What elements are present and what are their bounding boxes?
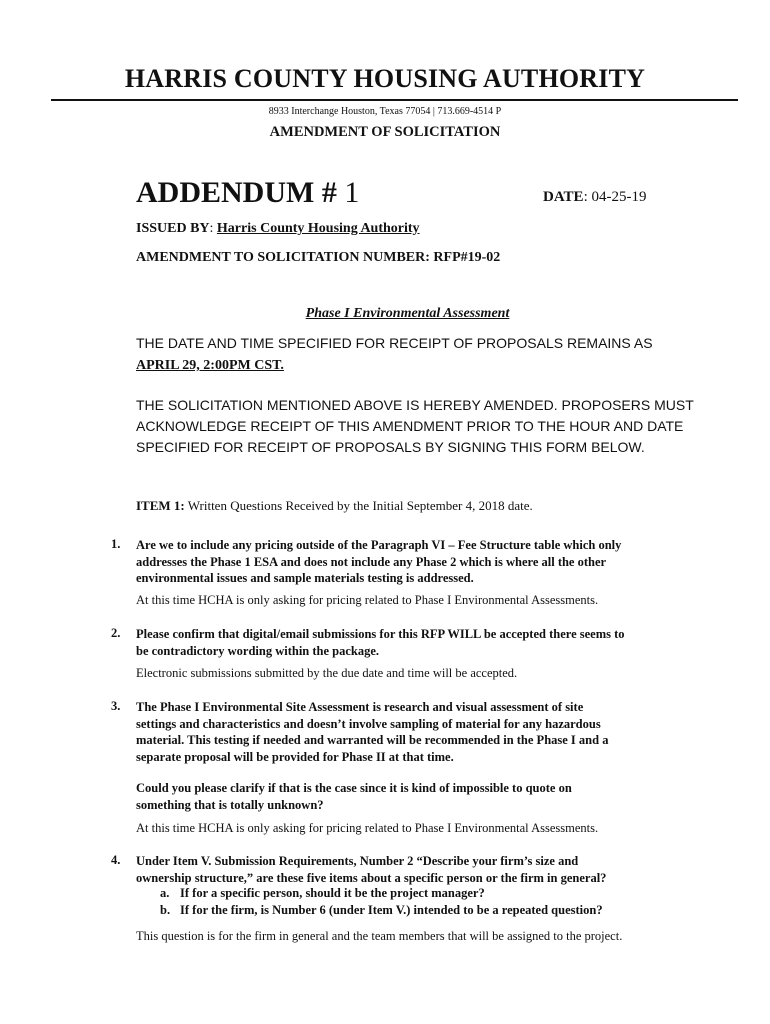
answer-text: At this time HCHA is only asking for pricing related to Phase I Environmental Assessments. (136, 821, 599, 835)
item-1-label: ITEM 1: (136, 498, 185, 513)
sub-question-text: If for a specific person, should it be the project manager? (180, 886, 485, 900)
addendum-heading (136, 176, 359, 210)
sub-question (160, 886, 485, 901)
answer-text: Electronic submissions submitted by the due date and time will be accepted. (136, 666, 518, 680)
organization-title: HARRIS COUNTY HOUSING AUTHORITY (124, 64, 646, 93)
question-text (136, 537, 691, 587)
deadline-paragraph (136, 333, 696, 376)
question-text (136, 853, 691, 886)
question-line: material. This testing if needed and warranted will be recommended in the Phase I and a (136, 733, 609, 747)
addendum-number: 1 (344, 176, 360, 209)
question-line: Please confirm that digital/email submissions for this RFP WILL be accepted there seems to (136, 627, 625, 641)
date-line (543, 189, 646, 206)
question-line: ownership structure,” are these five items about a specific person or the firm in general? (136, 870, 607, 885)
header-divider (51, 99, 738, 101)
date-label: DATE (543, 189, 584, 205)
question-line: settings and characteristics and doesn’t involve sampling of material for any hazardous (136, 716, 601, 731)
organization-address: 8933 Interchange Houston, Texas 77054 | 713.669-4514 P (268, 106, 502, 117)
project-title: Phase I Environmental Assessment (305, 306, 510, 321)
sub-question-text: If for the firm, is Number 6 (under Item V.) intended to be a repeated question? (180, 903, 603, 917)
sub-question-label: a. (160, 886, 170, 900)
issued-by-line (136, 221, 420, 237)
question-number: 1. (111, 537, 121, 551)
issued-by-value: Harris County Housing Authority (216, 221, 420, 236)
question-number: 4. (111, 853, 121, 867)
sub-question (160, 903, 603, 918)
question-number: 3. (111, 699, 121, 713)
question-line: be contradictory wording within the package. (136, 643, 380, 658)
answer-text: This question is for the firm in general and the team members that will be assigned to the project. (136, 929, 623, 943)
question-line: Are we to include any pricing outside of the Paragraph VI – Fee Structure table which only (136, 538, 622, 552)
question-line: addresses the Phase 1 ESA and does not include any Phase 2 which is where all the other (136, 554, 607, 569)
sub-question-label: b. (160, 903, 171, 917)
issued-by-label: ISSUED BY (136, 221, 210, 236)
deadline-text: THE DATE AND TIME SPECIFIED FOR RECEIPT OF PROPOSALS REMAINS AS (136, 335, 653, 351)
question-text (136, 699, 691, 765)
answer-text: At this time HCHA is only asking for pricing related to Phase I Environmental Assessments. (136, 593, 599, 607)
question-line: Could you please clarify if that is the case since it is kind of impossible to quote on (136, 781, 572, 795)
solicitation-number: AMENDMENT TO SOLICITATION NUMBER: RFP#19-02 (136, 250, 501, 265)
item-1-text: Written Questions Received by the Initial September 4, 2018 date. (184, 498, 533, 513)
question-followup (136, 780, 691, 813)
document-type: AMENDMENT OF SOLICITATION (269, 124, 501, 140)
question-line: something that is totally unknown? (136, 797, 324, 812)
question-line: separate proposal will be provided for Phase II at that time. (136, 749, 454, 764)
question-number: 2. (111, 626, 121, 640)
deadline-date: APRIL 29, 2:00PM CST. (136, 358, 284, 373)
question-line: Under Item V. Submission Requirements, Number 2 “Describe your firm’s size and (136, 854, 579, 868)
date-value: : 04-25-19 (583, 189, 647, 205)
amendment-notice-paragraph: THE SOLICITATION MENTIONED ABOVE IS HEREBY AMENDED. PROPOSERS MUST ACKNOWLEDGE RECEIPT OF THIS AMENDMENT PRIOR TO THE HOUR AND DATE SPECIFIED FOR RECEIPT OF PROPOSALS BY SIGNING THIS FORM BELOW. (136, 397, 694, 455)
issued-by-sep: : (209, 221, 217, 236)
addendum-label: ADDENDUM # (136, 176, 337, 209)
question-line: environmental issues and sample materials testing is addressed. (136, 571, 474, 585)
question-line: The Phase I Environmental Site Assessment is research and visual assessment of site (136, 700, 584, 714)
item-1-line (136, 498, 533, 514)
question-text (136, 626, 691, 659)
